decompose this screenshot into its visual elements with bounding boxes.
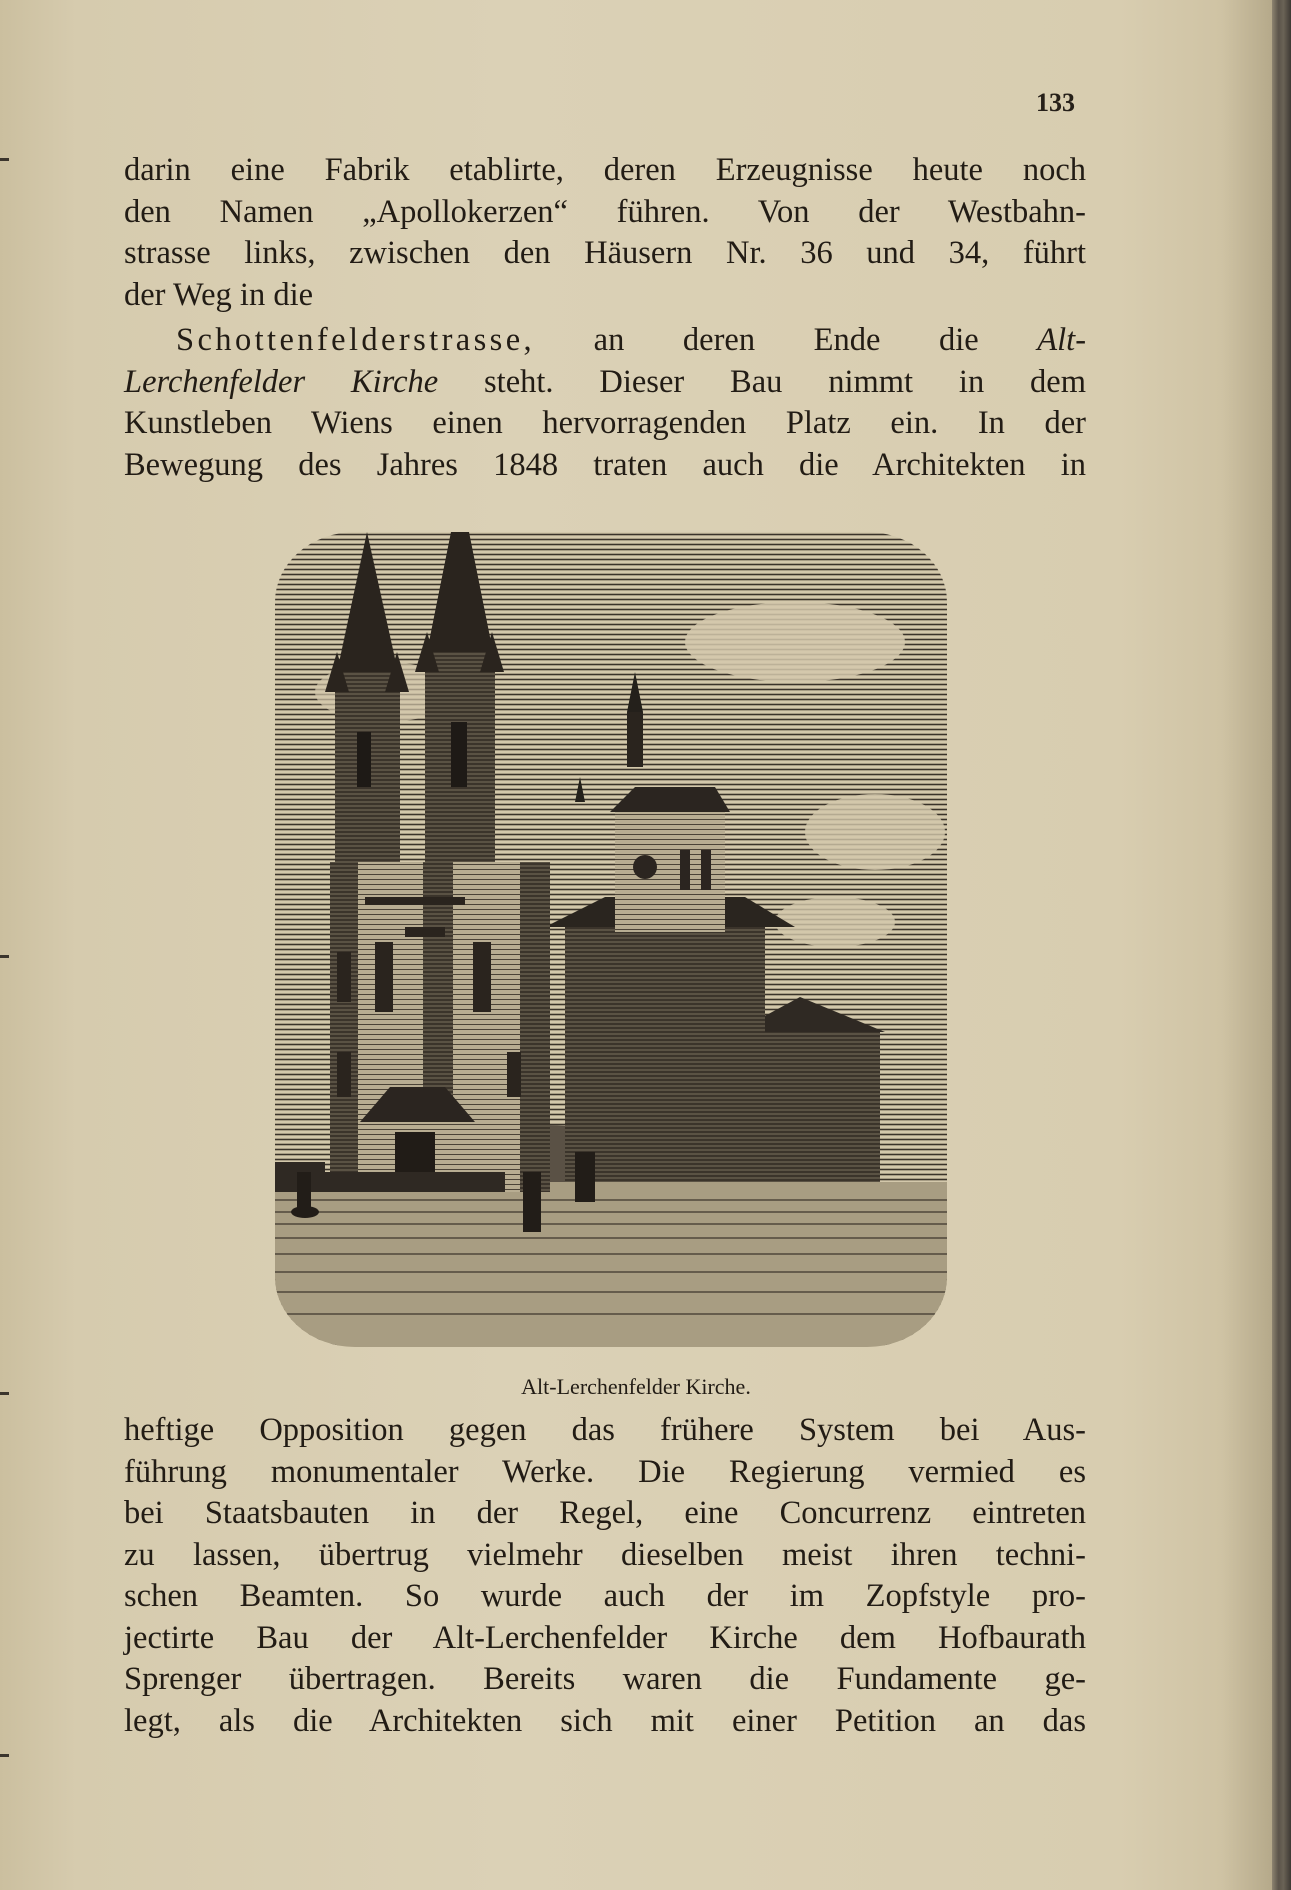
text-line: bei Staatsbauten in der Regel, eine Concurrenz eintreten <box>124 1495 1086 1531</box>
text-line: Kunstleben Wiens einen hervorragenden Platz ein. In der <box>124 405 1086 441</box>
text-line: zu lassen, übertrug vielmehr dieselben meist ihren techni- <box>124 1536 1086 1573</box>
margin-mark <box>0 158 9 161</box>
bottom-paragraph <box>124 1410 1086 1742</box>
second-paragraph <box>124 320 1086 486</box>
text-fragment: steht. Dieser Bau nimmt in dem <box>484 363 1086 400</box>
text-line: Bewegung des Jahres 1848 traten auch die Architekten in <box>124 446 1086 483</box>
spaced-street-name: Schottenfelderstrasse, <box>176 322 536 358</box>
figure-caption: Alt-Lerchenfelder Kirche. <box>521 1374 751 1399</box>
book-page-edge <box>1272 0 1291 1890</box>
text-line: schen Beamten. So wurde auch der im Zopfstyle pro- <box>124 1578 1086 1614</box>
text-line <box>124 320 1086 362</box>
margin-mark <box>0 955 9 958</box>
text-line: jectirte Bau der Alt-Lerchenfelder Kirche dem Hofbaurath <box>124 1619 1086 1656</box>
text-line <box>124 362 1086 404</box>
text-line: den Namen „Apollokerzen“ führen. Von der Westbahn- <box>124 193 1086 230</box>
text-line: führung monumentaler Werke. Die Regierung vermied es <box>124 1453 1086 1490</box>
text-line: heftige Opposition gegen das frühere System bei Aus- <box>124 1412 1086 1448</box>
church-engraving <box>275 532 947 1347</box>
italic-church-name-start: Alt- <box>1037 322 1087 358</box>
text-line: Sprenger übertragen. Bereits waren die Fundamente ge- <box>124 1661 1086 1697</box>
text-line: darin eine Fabrik etablirte, deren Erzeugnisse heute noch <box>124 152 1086 188</box>
margin-mark <box>0 1754 9 1757</box>
text-fragment: an deren Ende die <box>593 322 979 358</box>
text-line: strasse links, zwischen den Häusern Nr. 36 und 34, führt <box>124 235 1086 271</box>
italic-church-name-end: Lerchenfelder Kirche <box>124 363 439 400</box>
page-number: 133 <box>1036 88 1075 117</box>
text-line: der Weg in die <box>124 276 314 313</box>
top-paragraph <box>124 150 1086 316</box>
text-line: legt, als die Architekten sich mit einer Petition an das <box>124 1702 1086 1739</box>
